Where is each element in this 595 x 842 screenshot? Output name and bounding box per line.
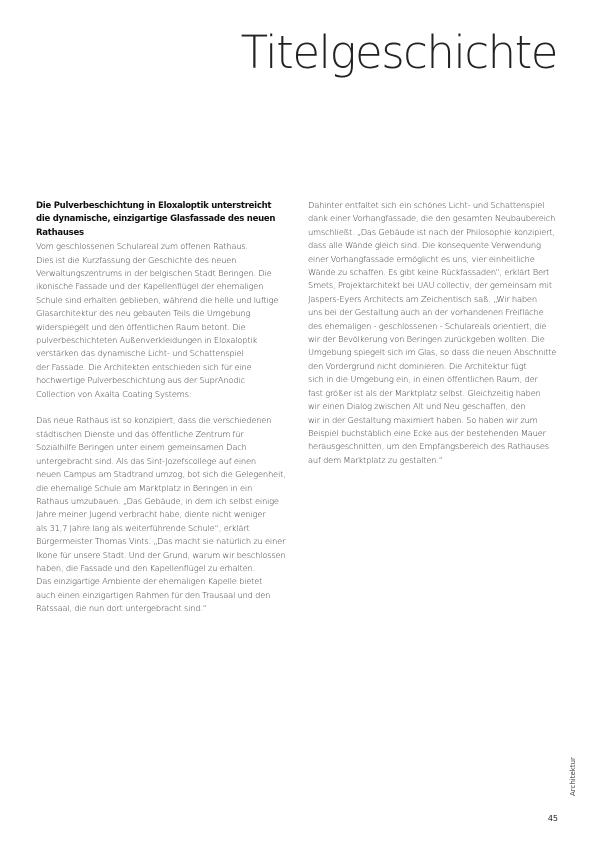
text-line: der Fassade. Die Architekten entschieden sich für eine bbox=[36, 361, 252, 372]
text-line: widerspiegelt und den öffentlichen Raum betont. Die bbox=[36, 321, 246, 332]
text-line: Dies ist die Kurzfassung der Geschichte des neuen bbox=[36, 254, 237, 265]
text-line: einer Vorhangfassade ermöglicht es uns, vier einheitliche bbox=[308, 253, 535, 264]
body-paragraph-3 bbox=[308, 199, 564, 467]
text-line: Ratssaal, die nun dort untergebracht sind.“ bbox=[36, 603, 207, 614]
text-line: sich in die Umgebung ein, in einen öffentlichen Raum, der bbox=[308, 374, 538, 385]
text-line: auf dem Marktplatz zu gestalten.“ bbox=[308, 454, 443, 465]
text-line: wir in der Gestaltung maximiert haben. So haben wir zum bbox=[308, 414, 538, 425]
text-line: Jahre meiner Jugend verbracht habe, diente nicht weniger bbox=[36, 509, 266, 520]
body-paragraph-2 bbox=[36, 414, 296, 615]
left-text-column bbox=[36, 200, 296, 616]
right-text-column bbox=[308, 199, 564, 467]
text-line: Ikone für unsere Stadt. Und der Grund, warum wir beschlossen bbox=[36, 549, 286, 560]
text-line: Das neue Rathaus ist so konzipiert, dass die verschiedenen bbox=[36, 415, 272, 426]
text-line: den Vordergrund nicht dominieren. Die Architektur fügt bbox=[308, 360, 527, 371]
text-line: Rathaus umzubauen. „Das Gebäude, in dem ich selbst einige bbox=[36, 495, 279, 506]
text-line: Sozialhilfe Beringen unter einem gemeinsamen Dach bbox=[36, 442, 247, 453]
lead-line: Die Pulverbeschichtung in Eloxaloptik unterstreicht bbox=[36, 201, 272, 211]
text-line: uns bei der Gestaltung auch an der vorhandenen Freifläche bbox=[308, 307, 544, 318]
text-line: Schule sind erhalten geblieben, während die helle und luftige bbox=[36, 294, 279, 305]
text-line: untergebracht sind. Als das Sint-Jozefscollege auf einen bbox=[36, 455, 256, 466]
text-line: Bürgermeister Thomas Vints. „Das macht sie natürlich zu einer bbox=[36, 536, 286, 547]
text-line: Collection von Axalta Coating Systems. bbox=[36, 388, 192, 399]
lead-line: die dynamische, einzigartige Glasfassade des neuen bbox=[36, 214, 276, 225]
text-line: ikonische Fassade und der Kapellenflügel der ehemaligen bbox=[36, 281, 264, 292]
body-paragraph-1 bbox=[36, 240, 296, 401]
section-label: Architektur bbox=[569, 757, 577, 796]
lead-heading bbox=[36, 200, 296, 240]
text-line: Umgebung spiegelt sich im Glas, so dass die neuen Abschnitte bbox=[308, 347, 557, 358]
text-line: pulverbeschichteten Außenverkleidungen in Eloxaloptik bbox=[36, 335, 258, 346]
text-line: fast größer ist als der Marktplatz selbst. Gleichzeitig haben bbox=[308, 387, 541, 398]
text-line: dass alle Wände gleich sind. Die konsequente Verwendung bbox=[308, 240, 541, 251]
page-title: Titelgeschichte bbox=[240, 26, 557, 79]
text-line: Jaspers-Eyers Architects am Zeichentisch saß. „Wir haben bbox=[308, 293, 537, 304]
text-line: hochwertige Pulverbeschichtung aus der SuprAnodic bbox=[36, 375, 245, 386]
text-line: die ehemalige Schule am Marktplatz in Beringen in ein bbox=[36, 482, 253, 493]
text-line: Verwaltungszentrums in der belgischen Stadt Beringen. Die bbox=[36, 268, 272, 279]
text-line: neuen Campus am Stadtrand umzog, bot sich die Gelegenheit, bbox=[36, 469, 286, 480]
paragraph-gap bbox=[36, 401, 296, 414]
text-line: dank einer Vorhangfassade, die den gesamten Neubaubereich bbox=[308, 213, 556, 224]
text-line: des ehemaligen - geschlossenen - Schulareals orientiert, die bbox=[308, 320, 547, 331]
text-line: Glasarchitektur des neu gebauten Teils die Umgebung bbox=[36, 308, 251, 319]
text-line: Das einzigartige Ambiente der ehemaligen Kapelle bietet bbox=[36, 576, 263, 587]
text-line: Wände zu schaffen. Es gibt keine Rückfassaden“, erklärt Bert bbox=[308, 267, 550, 278]
text-line: umschließt. „Das Gebäude ist nach der Philosophie konzipiert, bbox=[308, 226, 555, 237]
text-line: Vom geschlossenen Schulareal zum offenen Rathaus. bbox=[36, 241, 248, 252]
text-line: wir einen Dialog zwischen Alt und Neu geschaffen, den bbox=[308, 401, 526, 412]
text-line: auch einen einzigartigen Rahmen für den Trausaal und den bbox=[36, 589, 271, 600]
text-line: Smets, Projektarchitekt bei UAU collectiv, der gemeinsam mit bbox=[308, 280, 552, 291]
text-line: städtischen Dienste und das öffentliche Zentrum für bbox=[36, 428, 244, 439]
text-line: als 31,7 Jahre lang als weiterführende Schule“, erklärt bbox=[36, 522, 250, 533]
text-line: Beispiel buchstäblich eine Ecke aus der bestehenden Mauer bbox=[308, 427, 546, 438]
page-number: 45 bbox=[547, 814, 558, 823]
text-line: herausgeschnitten, um den Empfangsbereich des Rathauses bbox=[308, 441, 549, 452]
text-line: haben, die Fassade und den Kapellenflügel zu erhalten. bbox=[36, 562, 256, 573]
text-line: Dahinter entfaltet sich ein schönes Licht- und Schattenspiel bbox=[308, 200, 545, 210]
text-line: verstärken das dynamische Licht- und Schattenspiel bbox=[36, 348, 244, 359]
lead-line: Rathauses bbox=[36, 227, 84, 238]
text-line: wir der Bevölkerung von Beringen zurückgeben wollten. Die bbox=[308, 334, 545, 345]
